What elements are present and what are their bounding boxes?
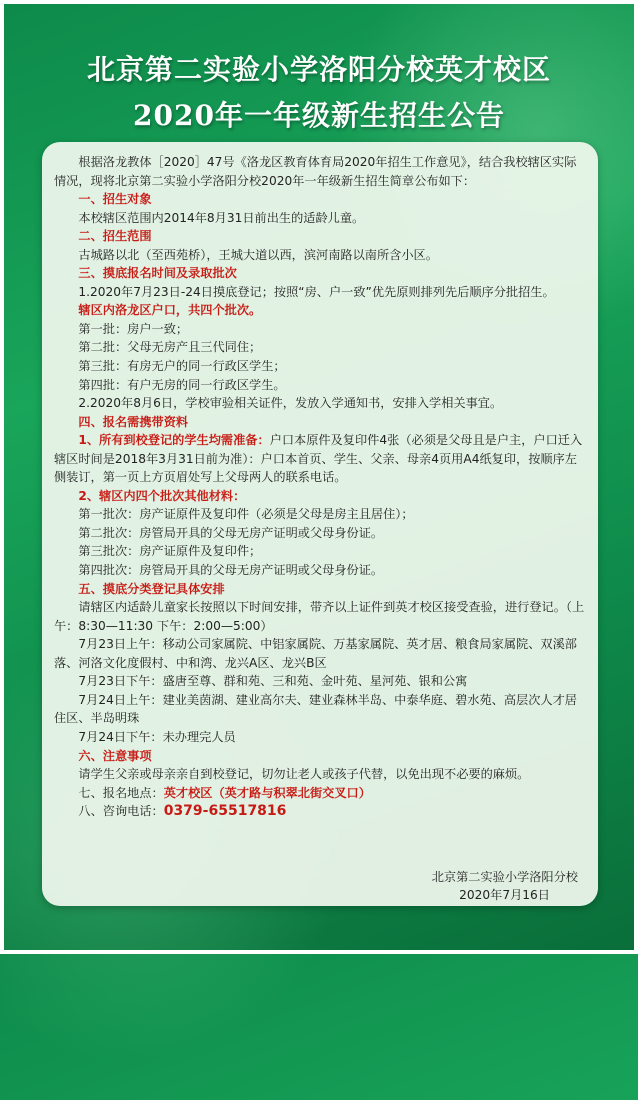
subsection-heading: 2、辖区内四个批次其他材料：	[78, 488, 246, 503]
notice-body	[54, 153, 586, 821]
list-item: 第一批次：房产证原件及复印件（必须是父母是房主且居住）；	[78, 507, 414, 522]
list-item: 第四批：有户无房的同一行政区学生。	[78, 377, 286, 392]
schedule-item: 7月23日下午：盛唐至尊、群和苑、三和苑、金叶苑、星河苑、银和公寓	[78, 674, 468, 689]
subsection-heading: 辖区内洛龙区户口，共四个批次。	[78, 303, 262, 318]
section-text: 2.2020年8月6日，学校审验相关证件，发放入学通知书，安排入学相关事宜。	[78, 396, 503, 411]
section-text: 请辖区内适龄儿童家长按照以下时间安排，带齐以上证件到英才校区接受查验，进行登记。（上午：8:30—11:30 下午：2:00—5:00）	[54, 600, 585, 633]
address-line	[54, 784, 586, 803]
section-heading: 一、招生对象	[78, 192, 152, 207]
list-item: 第二批次：房管局开具的父母无房产证明或父母身份证。	[78, 525, 384, 540]
address-label: 七、报名地点：	[78, 785, 164, 800]
phone-value: 0379-65517816	[163, 803, 287, 820]
inline-text: 户口本原件及复印件4张（必须是父母且是户主，户口迁入辖区时间是2018年3月31日前为准）：户口本首页、学生、父亲、母亲4页用A4纸复印，按顺序左侧装订，第一页上方页眉处写上父母两人的联系电话。	[54, 433, 583, 485]
inline-label: 1、所有到校登记的学生均需准备：	[78, 433, 270, 448]
poster-title: 北京第二实验小学洛阳分校英才校区	[86, 53, 551, 86]
schedule-item: 7月24日上午：建业美茵湖、建业高尔夫、建业森林半岛、中泰华庭、碧水苑、高层次人才居住区、半岛明珠	[54, 692, 577, 726]
address-value: 英才校区（英才路与积翠北街交叉口）	[163, 785, 371, 800]
phone-label: 八、咨询电话：	[78, 804, 164, 819]
schedule-item: 7月23日上午：移动公司家属院、中铝家属院、万基家属院、英才居、粮食局家属院、双溪部落、河洛文化度假村、中和湾、龙兴A区、龙兴B区	[54, 637, 577, 670]
list-item: 第一批：房户一致；	[78, 321, 189, 336]
list-item: 第三批：有房无户的同一行政区学生；	[78, 359, 286, 374]
footer-date: 2020年7月16日	[459, 888, 550, 902]
schedule-item: 7月24日下午：未办理完人员	[78, 729, 236, 744]
footer-org: 北京第二实验小学洛阳分校	[431, 870, 578, 884]
list-item: 第四批次：房管局开具的父母无房产证明或父母身份证。	[78, 563, 384, 578]
section-heading: 四、报名需携带资料	[78, 414, 189, 429]
poster-subtitle: 2020年一年级新生招生公告	[133, 99, 505, 132]
section-text: 古城路以北（至西苑桥），王城大道以西，滨河南路以南所含小区。	[78, 247, 438, 262]
section-heading: 三、摸底报名时间及录取批次	[78, 266, 237, 281]
list-item: 第二批：父母无房产且三代同住；	[78, 340, 262, 355]
section-heading: 五、摸底分类登记具体安排	[78, 581, 225, 596]
intro-paragraph: 根据洛龙教体［2020］47号《洛龙区教育体育局2020年招生工作意见》，结合我校辖区实际情况，现将北京第二实验小学洛阳分校2020年一年级新生招生简章公布如下：	[54, 155, 577, 188]
section-text: 请学生父亲或母亲亲自到校登记，切勿让老人或孩子代替，以免出现不必要的麻烦。	[78, 767, 530, 782]
section-heading: 二、招生范围	[78, 229, 152, 244]
section-text	[54, 431, 586, 487]
section-text: 本校辖区范围内2014年8月31日前出生的适龄儿童。	[78, 210, 365, 225]
phone-line	[54, 802, 586, 821]
section-heading: 六、注意事项	[78, 748, 152, 763]
section-text: 1.2020年7月23日-24日摸底登记；按照“房、户一致”优先原则排列先后顺序分批招生。	[78, 284, 555, 299]
list-item: 第三批次：房产证原件及复印件；	[78, 544, 262, 559]
